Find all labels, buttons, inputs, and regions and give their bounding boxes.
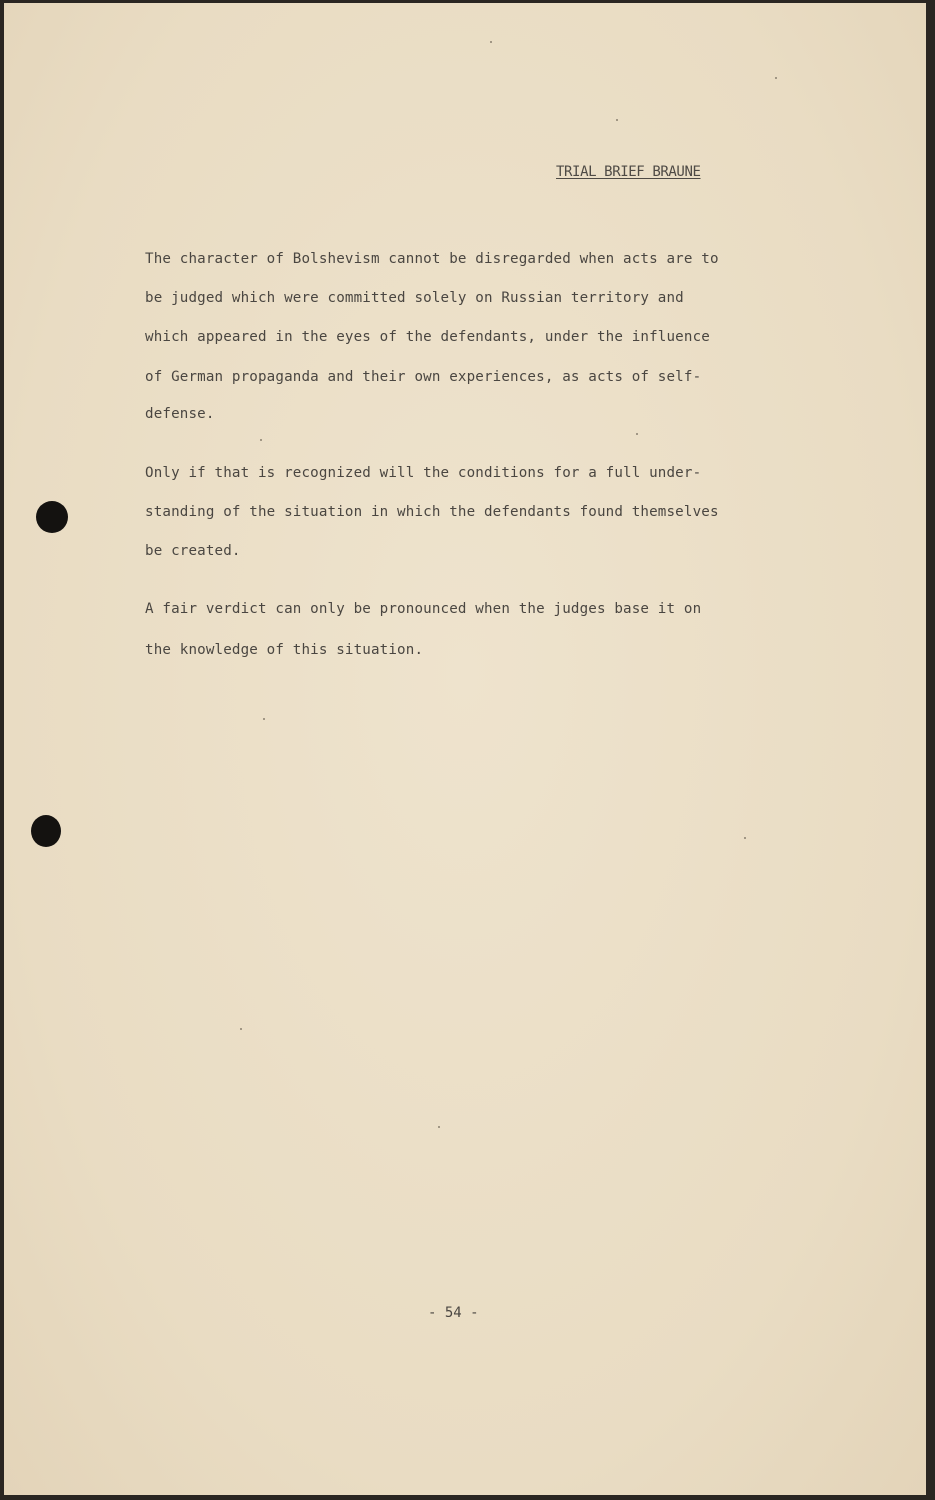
paper-speck xyxy=(260,439,262,441)
text-line: of German propaganda and their own experiences, as acts of self- xyxy=(145,369,702,385)
text-line: standing of the situation in which the defendants found themselves xyxy=(145,504,719,520)
text-line: defense. xyxy=(145,406,215,422)
paper-speck xyxy=(744,837,746,839)
text-line: Only if that is recognized will the conditions for a full under- xyxy=(145,465,702,481)
page-number: - 54 - xyxy=(428,1305,479,1321)
punch-hole-top xyxy=(36,501,68,533)
text-line: be judged which were committed solely on Russian territory and xyxy=(145,290,684,306)
document-header-title: TRIAL BRIEF BRAUNE xyxy=(556,164,701,180)
paper-speck xyxy=(775,77,777,79)
text-line: A fair verdict can only be pronounced when the judges base it on xyxy=(145,601,702,617)
paper-speck xyxy=(240,1028,242,1030)
text-line: be created. xyxy=(145,543,241,559)
document-page xyxy=(4,3,926,1495)
paper-speck xyxy=(438,1126,440,1128)
paper-speck xyxy=(616,119,618,121)
text-line: The character of Bolshevism cannot be disregarded when acts are to xyxy=(145,251,719,267)
paper-speck xyxy=(263,718,265,720)
text-line: which appeared in the eyes of the defendants, under the influence xyxy=(145,329,710,345)
paper-speck xyxy=(636,433,638,435)
text-line: the knowledge of this situation. xyxy=(145,642,424,658)
punch-hole-bottom xyxy=(31,815,61,847)
paper-speck xyxy=(490,41,492,43)
